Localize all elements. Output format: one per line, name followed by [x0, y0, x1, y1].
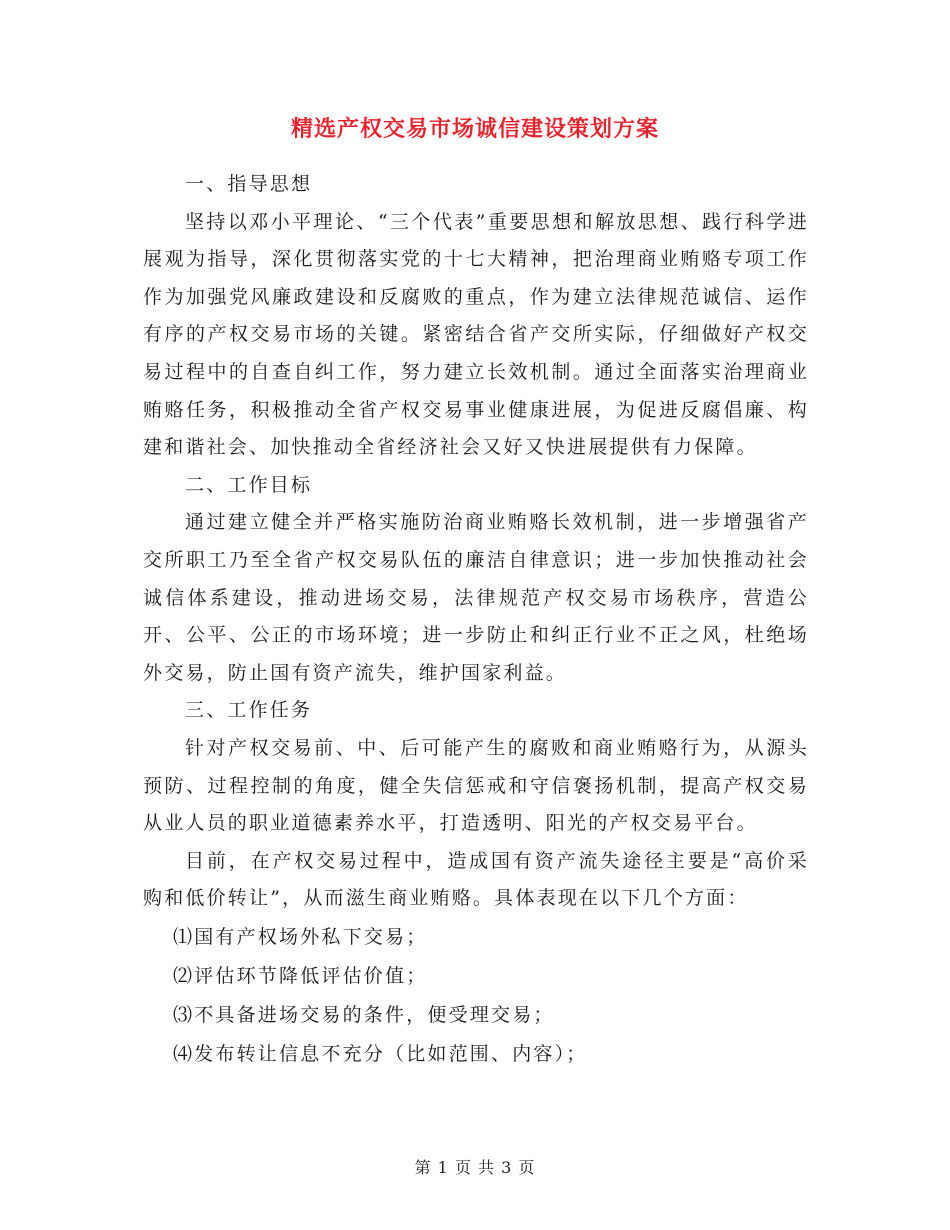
paragraph-work-goals: 通过建立健全并严格实施防治商业贿赂长效机制，进一步增强省产交所职工乃至全省产权交易队伍的廉洁自律意识；进一步加快推动社会诚信体系建设，推动进场交易，法律规范产权交易市场秩序，营造公开、公平、公正的市场环境；进一步防止和纠正行业不正之风，杜绝场外交易，防止国有资产流失，维护国家利益。 — [143, 511, 809, 684]
document-title: 精选产权交易市场诚信建设策划方案 — [290, 117, 659, 142]
list-item: ⑷发布转让信息不充分（比如范围、内容）； — [173, 1042, 588, 1065]
list-item: ⑴国有产权场外私下交易； — [173, 925, 428, 948]
paragraph-guiding-ideology: 坚持以邓小平理论、“三个代表”重要思想和解放思想、践行科学进展观为指导，深化贯彻落实党的十七大精神，把治理商业贿赂专项工作作为加强党风廉政建设和反腐败的重点，作为建立法律规范诚信、运作有序的产权交易市场的关键。紧密结合省产交所实际，仔细做好产权交易过程中的自查自纠工作，努力建立长效机制。通过全面落实治理商业贿赂任务，积极推动全省产权交易事业健康进展，为促进反腐倡廉、构建和谐社会、加快推动全省经济社会又好又快进展提供有力保障。 — [143, 210, 809, 459]
page-number-footer: 第 1 页 共 3 页 — [414, 1158, 536, 1177]
section-heading-work-tasks: 三、工作任务 — [185, 699, 313, 722]
section-heading-guiding-ideology: 一、指导思想 — [185, 173, 313, 195]
list-item: ⑵评估环节降低评估价值； — [173, 964, 428, 987]
paragraph-current-situation: 目前，在产权交易过程中，造成国有资产流失途径主要是“高价采购和低价转让”，从而滋生商业贿赂。具体表现在以下几个方面： — [143, 849, 809, 910]
document-body — [143, 166, 809, 1074]
section-heading-work-goals: 二、工作目标 — [185, 473, 313, 496]
list-item: ⑶不具备进场交易的条件，便受理交易； — [173, 1003, 555, 1026]
paragraph-work-tasks: 针对产权交易前、中、后可能产生的腐败和商业贿赂行为，从源头预防、过程控制的角度，健全失信惩戒和守信褒扬机制，提高产权交易从业人员的职业道德素养水平，打造透明、阳光的产权交易平台。 — [143, 736, 809, 835]
